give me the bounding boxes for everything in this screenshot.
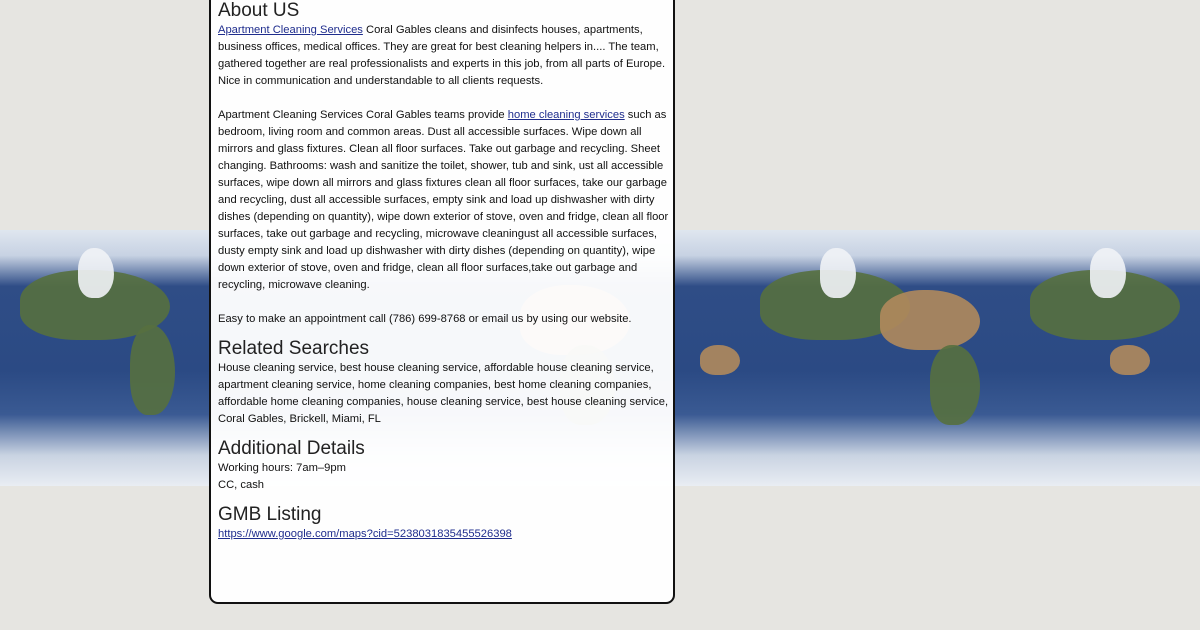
payment-methods: CC, cash xyxy=(218,479,265,491)
home-cleaning-link[interactable]: home cleaning services xyxy=(507,109,625,121)
about-paragraph-3: Easy to make an appointment call (786) 699-8768 or email us by using our website. xyxy=(218,313,632,325)
gmb-link-line xyxy=(218,526,670,543)
working-hours: Working hours: 7am–9pm xyxy=(218,462,346,474)
related-text: House cleaning service, best house cleaning service, affordable house cleaning service, apartment cleaning service, home cleaning companies, best home cleaning companies, affordable home cleaning companies, house cleaning service, best house cleaning service, Coral Gables, Brickell, Miami, FL xyxy=(218,362,669,425)
about-heading: About US xyxy=(218,0,300,21)
about-paragraph-1-text: Coral Gables cleans and disinfects houses, apartments, business offices, medical offices. They are great for best cleaning helpers in.... The team, gathered together are real professionalists and experts in this job, from all parts of Europe. Nice in communication and understandable to all clients requests. xyxy=(218,24,666,87)
about-paragraph-2-pre: Apartment Cleaning Services Coral Gables teams provide xyxy=(218,109,508,121)
gmb-link[interactable]: https://www.google.com/maps?cid=5238031835455526398 xyxy=(218,528,512,540)
about-paragraph-2-post: such as bedroom, living room and common areas. Dust all accessible surfaces. Wipe down all mirrors and glass fixtures. Clean all floor surfaces. Take out garbage and recycling. Sheet changing. Bathrooms: wash and sanitize the toilet, shower, tub and sink, ust all accessible surfaces, wipe down all mirrors and glass fixtures clean all floor surfaces, take our garbage and recycling, dust all accessible surfaces, empty sink and load up dishwasher with dirty dishes (depending on quantity), wipe down exterior of stove, oven and fridge, clean all floor surfaces, take out garbage and recycling, microwave cleaningust all accessible surfaces, dusty empty sink and load up dishwasher with dirty dishes (depending on quantity), wipe down exterior of stove, oven and fridge, clean all floor surfaces,take out garbage and recycling, microwave cleaning. xyxy=(218,109,669,291)
about-paragraph-1 xyxy=(218,22,670,90)
about-paragraph-2 xyxy=(218,107,670,294)
gmb-heading: GMB Listing xyxy=(218,504,322,525)
apartment-cleaning-link[interactable]: Apartment Cleaning Services xyxy=(218,24,363,36)
related-heading: Related Searches xyxy=(218,338,370,359)
content-column xyxy=(218,0,670,543)
additional-heading: Additional Details xyxy=(218,438,365,459)
